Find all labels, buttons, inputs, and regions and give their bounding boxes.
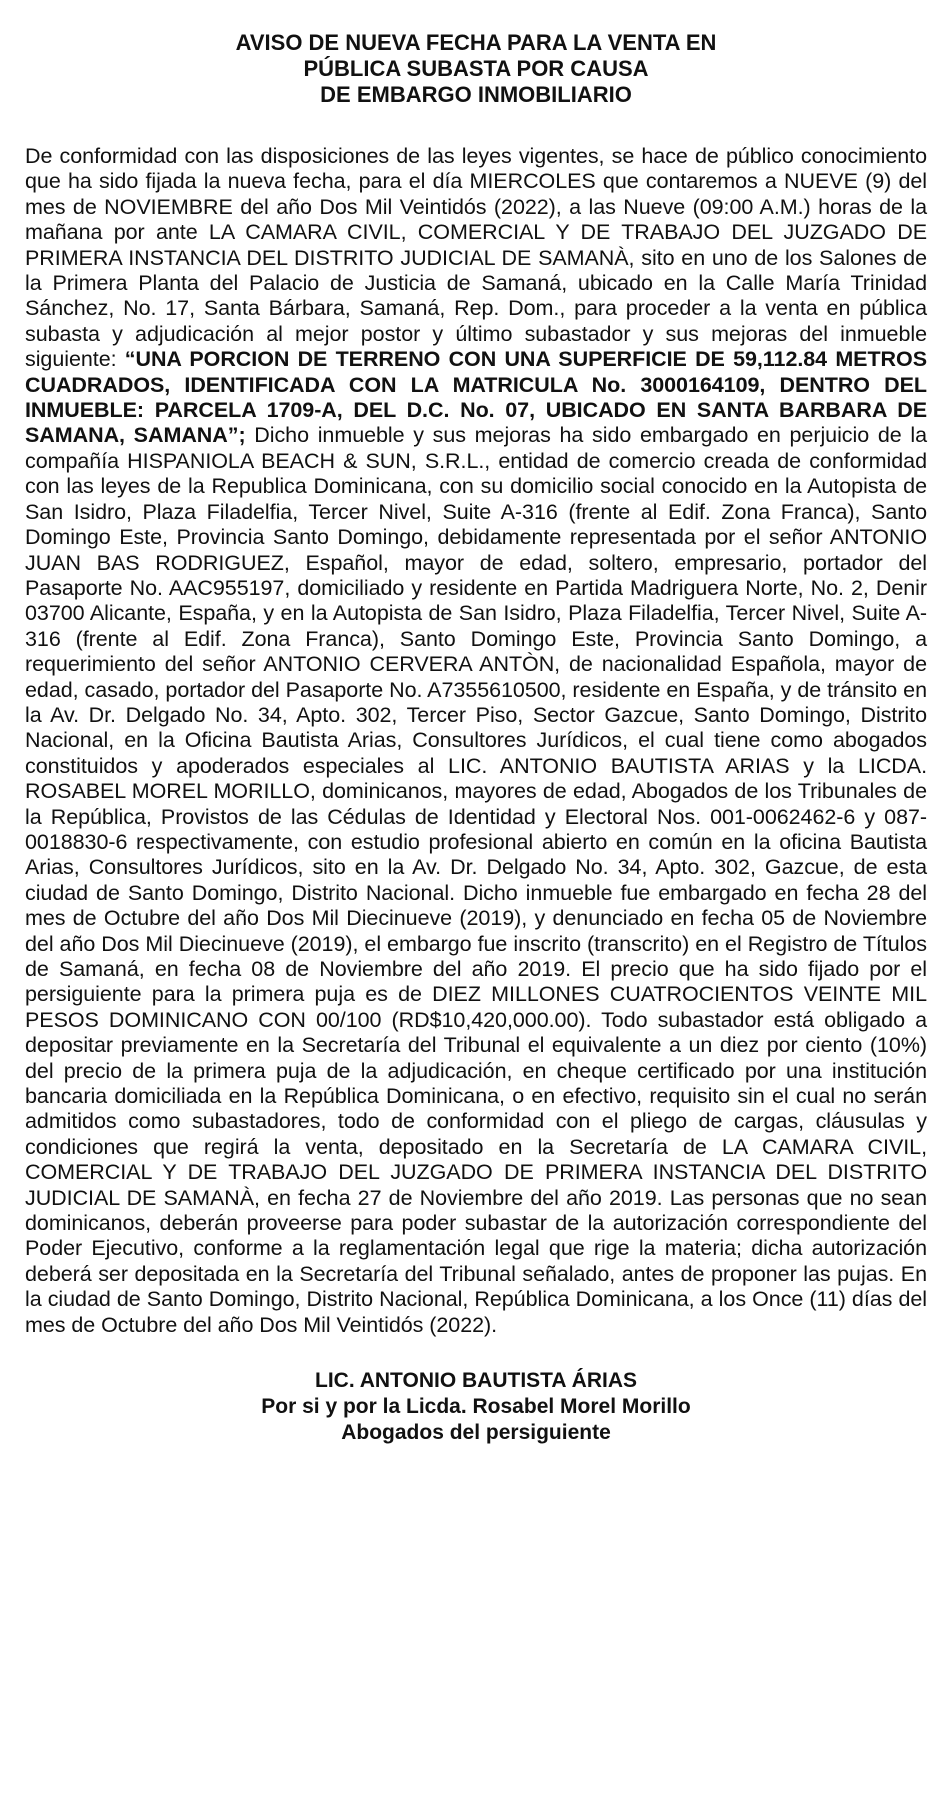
- signature-name: LIC. ANTONIO BAUTISTA ÁRIAS: [315, 1369, 637, 1393]
- notice-title-line-1: AVISO DE NUEVA FECHA PARA LA VENTA EN: [235, 30, 717, 55]
- notice-body-property: “UNA PORCION DE TERRENO CON UNA SUPERFICIE DE 59,112.84 METROS CUADRADOS, IDENTIFICADA CON LA MATRICULA No. 3000164109, DENTRO DEL INMUEBLE: PARCELA 1709-A, DEL D.C. No. 07, UBICADO EN SANTA BARBARA DE SAMANA, SAMANA”;: [25, 347, 927, 448]
- notice-title-line-3: DE EMBARGO INMOBILIARIO: [320, 82, 632, 107]
- notice-title-line-2: PÚBLICA SUBASTA POR CAUSA: [303, 56, 649, 81]
- notice-body: [25, 144, 927, 1338]
- notice-title: [25, 30, 927, 108]
- signature-block: [25, 1368, 927, 1446]
- notice-body-rest: Dicho inmueble y sus mejoras ha sido embargado en perjuicio de la compañía HISPANIOLA BEACH & SUN, S.R.L., entidad de comercio creada de conformidad con las leyes de la Republica Dominicana, con su domicilio social conocido en la Autopista de San Isidro, Plaza Filadelfia, Tercer Nivel, Suite A-316 (frente al Edif. Zona Franca), Santo Domingo Este, Provincia Santo Domingo, debidamente representada por el señor ANTONIO JUAN BAS RODRIGUEZ, Español, mayor de edad, soltero, empresario, portador del Pasaporte No. AAC955197, domiciliado y residente en Partida Madriguera Norte, No. 2, Denir 03700 Alicante, España, y en la Autopista de San Isidro, Plaza Filadelfia, Tercer Nivel, Suite A-316 (frente al Edif. Zona Franca), Santo Domingo Este, Provincia Santo Domingo, a requerimiento del señor ANTONIO CERVERA ANTÒN, de nacionalidad Española, mayor de edad, casado, portador del Pasaporte No. A7355610500, residente en España, y de tránsito en la Av. Dr. Delgado No. 34, Apto. 302, Tercer Piso, Sector Gazcue, Santo Domingo, Distrito Nacional, en la Oficina Bautista Arias, Consultores Jurídicos, el cual tiene como abogados constituidos y apoderados especiales al LIC. ANTONIO BAUTISTA ARIAS y la LICDA. ROSABEL MOREL MORILLO, dominicanos, mayores de edad, Abogados de los Tribunales de la República, Provistos de las Cédulas de Identidad y Electoral Nos. 001-0062462-6 y 087-0018830-6 respectivamente, con estudio profesional abierto en común en la oficina Bautista Arias, Consultores Jurídicos, sito en la Av. Dr. Delgado No. 34, Apto. 302, Gazcue, de esta ciudad de Santo Domingo, Distrito Nacional. Dicho inmueble fue embargado en fecha 28 del mes de Octubre del año Dos Mil Diecinueve (2019), y denunciado en fecha 05 de Noviembre del año Dos Mil Diecinueve (2019), el embargo fue inscrito (transcrito) en el Registro de Títulos de Samaná, en fecha 08 de Noviembre del año 2019. El precio que ha sido fijado por el persiguiente para la primera puja es de DIEZ MILLONES CUATROCIENTOS VEINTE MIL PESOS DOMINICANO CON 00/100 (RD$10,420,000.00). Todo subastador está obligado a depositar previamente en la Secretaría del Tribunal el equivalente a un diez por ciento (10%) del precio de la primera puja de la adjudicación, en cheque certificado por una institución bancaria domiciliada en la República Dominicana, o en efectivo, requisito sin el cual no serán admitidos como subastadores, todo de conformidad con el pliego de cargas, cláusulas y condiciones que regirá la venta, depositado en la Secretaría de LA CAMARA CIVIL, COMERCIAL Y DE TRABAJO DEL JUZGADO DE PRIMERA INSTANCIA DEL DISTRITO JUDICIAL DE SAMANÀ, en fecha 27 de Noviembre del año 2019. Las personas que no sean dominicanos, deberán proveerse para poder subastar de la autorización correspondiente del Poder Ejecutivo, conforme a la reglamentación legal que rige la materia; dicha autorización deberá ser depositada en la Secretaría del Tribunal señalado, antes de proponer las pujas. En la ciudad de Santo Domingo, Distrito Nacional, República Dominicana, a los Once (11) días del mes de Octubre del año Dos Mil Veintidós (2022).: [25, 423, 927, 1337]
- notice-body-intro: De conformidad con las disposiciones de las leyes vigentes, se hace de público conocimiento que ha sido fijada la nueva fecha, para el día MIERCOLES que contaremos a NUEVE (9) del mes de NOVIEMBRE del año Dos Mil Veintidós (2022), a las Nueve (09:00 A.M.) horas de la mañana por ante LA CAMARA CIVIL, COMERCIAL Y DE TRABAJO DEL JUZGADO DE PRIMERA INSTANCIA DEL DISTRITO JUDICIAL DE SAMANÀ, sito en uno de los Salones de la Primera Planta del Palacio de Justicia de Samaná, ubicado en la Calle María Trinidad Sánchez, No. 17, Santa Bárbara, Samaná, Rep. Dom., para proceder a la venta en pública subasta y adjudicación al mejor postor y último subastador y sus mejoras del inmueble siguiente:: [25, 144, 927, 372]
- signature-role: Abogados del persiguiente: [341, 1421, 611, 1445]
- signature-on-behalf: Por si y por la Licda. Rosabel Morel Morillo: [261, 1395, 691, 1419]
